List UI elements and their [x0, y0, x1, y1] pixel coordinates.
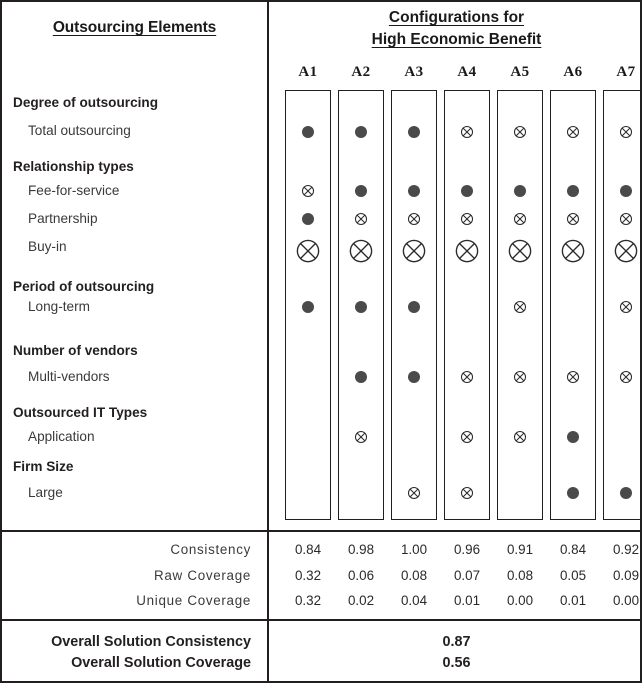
mark-present: [408, 126, 420, 138]
element-condition-label: Partnership: [28, 211, 98, 226]
stat-value: 0.96: [453, 542, 481, 557]
element-condition-label: Buy-in: [28, 239, 67, 254]
mark-absent: [408, 487, 421, 500]
element-condition-label: Long-term: [28, 299, 90, 314]
mark-absent: [567, 213, 580, 226]
mark-absent: [567, 126, 580, 139]
stat-value: 0.04: [400, 593, 428, 608]
configurations-title-line2: High Economic Benefit: [371, 31, 542, 49]
stat-value: 0.00: [506, 593, 534, 608]
stat-value: 0.09: [612, 568, 640, 583]
right-header-cell: [269, 2, 642, 60]
mark-absent-core: [455, 239, 480, 264]
stat-value: 0.32: [294, 593, 322, 608]
stat-value: 0.05: [559, 568, 587, 583]
mark-absent-core: [349, 239, 374, 264]
mark-absent: [514, 301, 527, 314]
stat-label-raw-coverage: Raw Coverage: [154, 568, 251, 583]
mark-absent: [620, 371, 633, 384]
overall-value: 0.56: [442, 655, 471, 671]
mark-present: [514, 185, 526, 197]
mark-present: [355, 185, 367, 197]
stat-value: 0.01: [559, 593, 587, 608]
overall-label: Overall Solution Consistency: [51, 634, 251, 650]
mark-absent: [620, 126, 633, 139]
mark-absent: [461, 371, 474, 384]
config-column-box-a6: [550, 90, 596, 520]
overall-value: 0.87: [442, 634, 471, 650]
element-group-label: Degree of outsourcing: [13, 95, 159, 110]
left-header-cell: [2, 2, 267, 88]
mark-absent: [514, 431, 527, 444]
mark-absent: [514, 371, 527, 384]
mark-present: [355, 371, 367, 383]
stat-label-consistency: Consistency: [170, 542, 251, 557]
config-column-label-a5: A5: [510, 64, 530, 80]
mark-absent-core: [561, 239, 586, 264]
stat-value: 0.00: [612, 593, 640, 608]
mark-present: [355, 301, 367, 313]
config-column-label-a6: A6: [563, 64, 583, 80]
config-column-label-a3: A3: [404, 64, 424, 80]
mark-absent-core: [614, 239, 639, 264]
overall-label: Overall Solution Coverage: [71, 655, 251, 671]
stat-value: 0.98: [347, 542, 375, 557]
mark-present: [302, 213, 314, 225]
outsourcing-elements-title: Outsourcing Elements: [52, 19, 217, 36]
stat-value: 0.84: [294, 542, 322, 557]
mark-absent: [567, 371, 580, 384]
stat-value: 0.02: [347, 593, 375, 608]
mark-absent: [620, 301, 633, 314]
stat-value: 0.91: [506, 542, 534, 557]
stats-section-divider: [2, 530, 642, 532]
mark-present: [567, 487, 579, 499]
mark-absent: [355, 431, 368, 444]
element-group-label: Number of vendors: [13, 343, 138, 358]
mark-present: [408, 371, 420, 383]
mark-absent: [355, 213, 368, 226]
config-column-label-a1: A1: [298, 64, 318, 80]
element-group-label: Outsourced IT Types: [13, 405, 148, 420]
mark-absent: [461, 431, 474, 444]
stat-value: 1.00: [400, 542, 428, 557]
mark-present: [461, 185, 473, 197]
stat-value: 0.07: [453, 568, 481, 583]
mark-present: [620, 185, 632, 197]
stat-value: 0.92: [612, 542, 640, 557]
configurations-title-line1: Configurations for: [388, 9, 525, 26]
element-group-label: Relationship types: [13, 159, 134, 174]
main-vertical-divider: [267, 2, 269, 683]
mark-absent: [461, 213, 474, 226]
stat-value: 0.06: [347, 568, 375, 583]
mark-present: [302, 126, 314, 138]
mark-absent-core: [402, 239, 427, 264]
mark-absent: [302, 185, 315, 198]
element-condition-label: Total outsourcing: [28, 123, 131, 138]
element-group-label: Period of outsourcing: [13, 279, 155, 294]
mark-absent-core: [508, 239, 533, 264]
mark-present: [355, 126, 367, 138]
mark-absent: [461, 487, 474, 500]
element-condition-label: Application: [28, 429, 95, 444]
mark-absent: [620, 213, 633, 226]
config-column-box-a4: [444, 90, 490, 520]
element-group-label: Firm Size: [13, 459, 74, 474]
stat-value: 0.32: [294, 568, 322, 583]
mark-absent: [408, 213, 421, 226]
mark-present: [408, 185, 420, 197]
mark-present: [408, 301, 420, 313]
stat-value: 0.08: [506, 568, 534, 583]
config-column-label-a7: A7: [616, 64, 636, 80]
mark-present: [302, 301, 314, 313]
config-column-label-a4: A4: [457, 64, 477, 80]
mark-absent: [514, 126, 527, 139]
stat-value: 0.84: [559, 542, 587, 557]
overall-section-divider: [2, 619, 642, 621]
stat-label-unique-coverage: Unique Coverage: [136, 593, 251, 608]
mark-present: [567, 185, 579, 197]
element-condition-label: Fee-for-service: [28, 183, 120, 198]
stat-value: 0.08: [400, 568, 428, 583]
stat-value: 0.01: [453, 593, 481, 608]
config-column-label-a2: A2: [351, 64, 371, 80]
mark-absent-core: [296, 239, 321, 264]
mark-present: [567, 431, 579, 443]
element-condition-label: Multi-vendors: [28, 369, 110, 384]
mark-absent: [461, 126, 474, 139]
mark-absent: [514, 213, 527, 226]
element-condition-label: Large: [28, 485, 63, 500]
mark-present: [620, 487, 632, 499]
